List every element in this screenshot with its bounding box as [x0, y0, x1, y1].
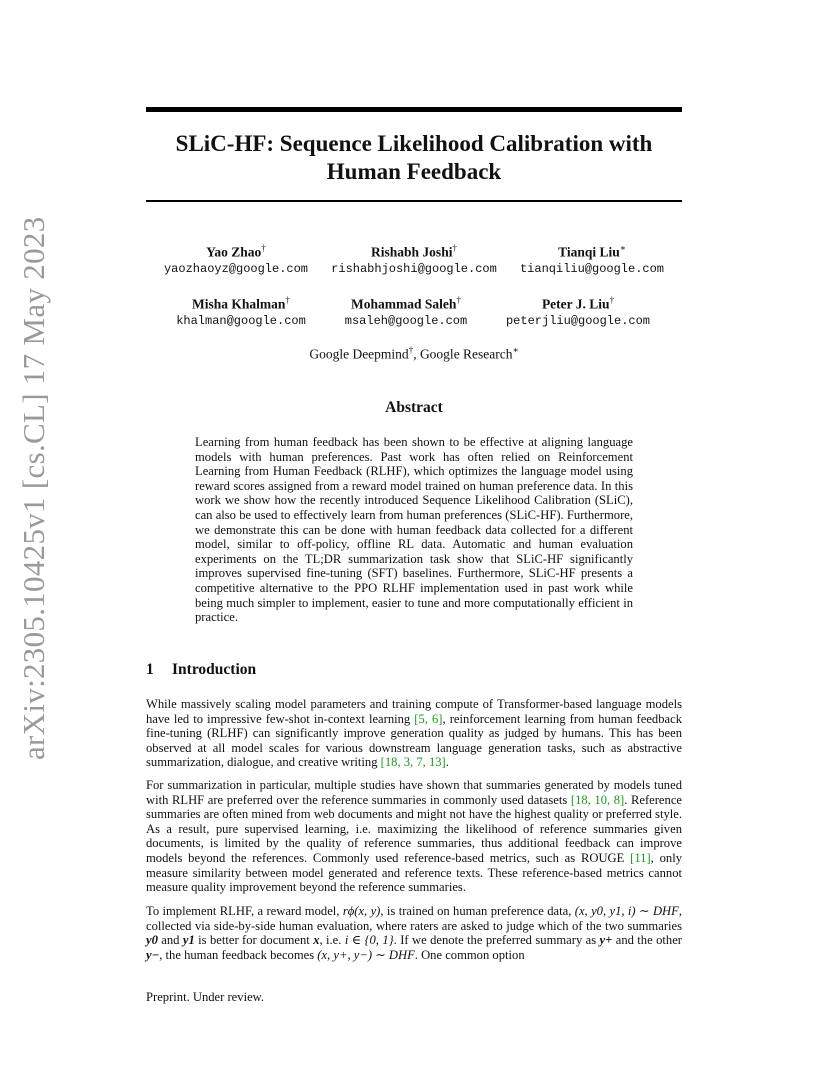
math-expression: y0 — [146, 933, 158, 948]
author-email[interactable]: khalman@google.com — [176, 313, 306, 328]
author-block — [319, 240, 509, 277]
citation-link[interactable]: [11] — [630, 850, 651, 865]
footer-note: Preprint. Under review. — [146, 990, 265, 1004]
math-expression: rϕ(x, y) — [342, 904, 381, 918]
math-expression: (x, y0, y1, i) ∼ DHF — [574, 904, 679, 918]
author-block — [483, 292, 673, 329]
math-expression: y− — [146, 947, 160, 962]
section-heading — [146, 661, 256, 679]
author-name: Mohammad Saleh† — [351, 295, 461, 312]
author-block — [146, 292, 336, 329]
author-block — [497, 240, 687, 277]
author-email[interactable]: tianqiliu@google.com — [519, 261, 665, 276]
math-expression: (x, y+, y−) ∼ DHF — [317, 947, 415, 962]
author-email[interactable]: rishabhjoshi@google.com — [331, 261, 497, 276]
author-email[interactable]: peterjliu@google.com — [505, 313, 651, 328]
intro-paragraph-3: To implement RLHF, a reward model, rϕ(x, y), is trained on human preference data, (x, y0, y1, i) ∼ DHF, collected via side-by-side human evaluation, where raters are asked to judge which of the two summaries y0 and y1 is better for document x, i.e. i ∈ {0, 1}. If we denote the preferred summary as y+ and the other y−, the human feedback becomes (x, y+, y−) ∼ DHF. One common option — [146, 904, 682, 962]
author-block — [141, 240, 331, 277]
intro-paragraph-2: For summarization in particular, multiple studies have shown that summaries generated by models tuned with RLHF are preferred over the reference summaries in commonly used datasets [18, 10, 8]. Reference summaries are often mined from web documents and might not have the highest quality or preferred style. As a result, pure supervised learning, i.e. maximizing the likelihood of reference summaries given documents, is limited by the quality of reference summaries, thus additional feedback can improve models beyond the references. Commonly used reference-based metrics, such as ROUGE [11], only measure similarity between model generated and reference texts. These reference-based metrics cannot measure quality improvement beyond the reference summaries. — [146, 778, 683, 895]
citation-link[interactable]: [5, 6] — [414, 711, 443, 726]
section-title: Introduction — [172, 661, 257, 678]
math-expression: y1 — [182, 933, 195, 948]
author-email[interactable]: msaleh@google.com — [344, 313, 468, 328]
author-email[interactable]: yaozhaoyz@google.com — [163, 261, 309, 276]
title-line-1: SLiC-HF: Sequence Likelihood Calibration with — [175, 131, 653, 156]
author-name: Peter J. Liu† — [541, 295, 615, 312]
arxiv-identifier: arXiv:2305.10425v1 [cs.CL] 17 May 2023 — [16, 216, 51, 760]
abstract-heading: Abstract — [385, 399, 443, 416]
paper-title — [146, 130, 682, 186]
section-number: 1 — [146, 661, 154, 678]
title-bottom-rule — [146, 200, 682, 202]
abstract-body: Learning from human feedback has been shown to be effective at aligning language models with human preferences. Past work has often relied on Reinforcement Learning from Human Feedback (RLHF), which optimizes the language model using reward scores assigned from a reward model trained on human preference data. In this work we show how the recently introduced Sequence Likelihood Calibration (SLiC), can also be used to effectively learn from human preferences (SLiC-HF). Furthermore, we demonstrate this can be done with human feedback data collected for a different model, similar to off-policy, offline RL data. Automatic and human evaluation experiments on the TL;DR summarization task show that SLiC-HF significantly improves supervised fine-tuning (SFT) baselines. Furthermore, SLiC-HF presents a competitive alternative to the PPO RLHF implementation used in past work while being much simpler to implement, easier to tune and more computationally efficient in practice. — [195, 435, 633, 625]
math-expression: i ∈ {0, 1} — [344, 933, 394, 948]
author-name: Tianqi Liu∗ — [558, 243, 626, 260]
citation-link[interactable]: [18, 3, 7, 13] — [380, 755, 446, 770]
title-top-rule — [146, 107, 682, 112]
math-expression: y+ — [599, 933, 613, 948]
math-expression: x — [313, 933, 320, 948]
author-name: Rishabh Joshi† — [371, 243, 457, 260]
author-name: Yao Zhao† — [206, 243, 266, 260]
citation-link[interactable]: [18, 10, 8] — [570, 792, 625, 807]
title-line-2: Human Feedback — [326, 159, 502, 184]
author-block — [311, 292, 501, 329]
affiliations: Google Deepmind†, Google Research∗ — [309, 345, 519, 362]
intro-paragraph-1: While massively scaling model parameters and training compute of Transformer-based language models have led to impressive few-shot in-context learning [5, 6], reinforcement learning from human feedback fine-tuning (RLHF) can significantly improve generation quality as judged by humans. This has been observed at all model scales for various downstream language generation tasks, such as abstractive summarization, dialogue, and creative writing [18, 3, 7, 13]. — [146, 697, 682, 770]
author-name: Misha Khalman† — [192, 295, 290, 312]
